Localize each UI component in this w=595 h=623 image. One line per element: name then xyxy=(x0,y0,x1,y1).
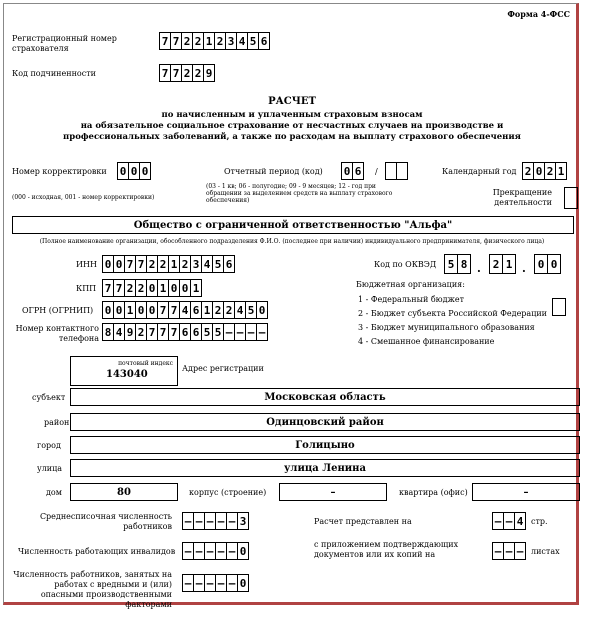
year-cells[interactable] xyxy=(522,162,566,180)
digit-cell[interactable]: – xyxy=(256,323,268,341)
digit-cell[interactable]: 9 xyxy=(124,323,136,341)
digit-cell[interactable]: – xyxy=(215,574,227,592)
attachments-cells[interactable] xyxy=(492,542,525,560)
digit-cell[interactable]: – xyxy=(503,542,515,560)
digit-cell[interactable]: – xyxy=(182,542,194,560)
postal-value: 143040 xyxy=(106,369,148,380)
subordination-label: Код подчиненности xyxy=(12,69,96,78)
digit-cell[interactable]: 1 xyxy=(124,301,136,319)
digit-cell[interactable]: 4 xyxy=(179,301,191,319)
digit-cell[interactable]: 5 xyxy=(212,323,224,341)
digit-cell[interactable]: – xyxy=(226,574,238,592)
digit-cell[interactable]: 7 xyxy=(159,64,171,82)
digit-cell[interactable]: 2 xyxy=(181,32,193,50)
hazardous-label: Численность работников, занятых на работах с вредными и (или) опасными производственными факторами xyxy=(13,570,172,609)
digit-cell[interactable]: 2 xyxy=(192,32,204,50)
digit-cell[interactable]: – xyxy=(492,542,504,560)
digit-cell[interactable]: 0 xyxy=(139,162,151,180)
digit-cell[interactable]: 7 xyxy=(157,323,169,341)
digit-cell[interactable]: 0 xyxy=(146,301,158,319)
flat-label: квартира (офис) xyxy=(399,488,468,497)
digit-cell[interactable]: 5 xyxy=(444,254,458,274)
building-label: корпус (строение) xyxy=(189,488,267,497)
digit-cell[interactable]: – xyxy=(234,323,246,341)
digit-cell[interactable]: 0 xyxy=(256,301,268,319)
city-field[interactable]: Голицыно xyxy=(70,436,580,454)
digit-cell[interactable]: 4 xyxy=(236,32,248,50)
digit-cell[interactable]: 0 xyxy=(533,162,545,180)
digit-cell[interactable]: – xyxy=(182,512,194,530)
digit-cell[interactable]: – xyxy=(193,512,205,530)
correction-note: (000 - исходная, 001 - номер корректировки) xyxy=(12,194,155,201)
digit-cell[interactable]: – xyxy=(492,512,504,530)
digit-cell[interactable]: 0 xyxy=(146,279,158,297)
inn-label: ИНН xyxy=(76,260,97,269)
digit-cell[interactable]: – xyxy=(223,323,235,341)
digit-cell[interactable]: 4 xyxy=(113,323,125,341)
street-field[interactable]: улица Ленина xyxy=(70,459,580,477)
digit-cell[interactable]: – xyxy=(204,542,216,560)
ogrn-cells[interactable] xyxy=(102,301,267,319)
attachments-label: с приложением подтверждающих документов или их копий на xyxy=(314,540,459,559)
subtitle-line-3: профессиональных заболеваний, а также по расходам на выплату страхового обеспечения xyxy=(63,132,521,142)
subtitle-line-2: на обязательное социальное страхование от несчастных случаев на производстве и xyxy=(80,121,504,131)
digit-cell[interactable]: 1 xyxy=(502,254,516,274)
year-label: Календарный год xyxy=(442,167,517,176)
digit-cell[interactable]: 1 xyxy=(190,279,202,297)
attachments-suffix: листах xyxy=(531,547,560,556)
digit-cell[interactable]: 4 xyxy=(514,512,526,530)
digit-cell[interactable]: 2 xyxy=(544,162,556,180)
building-field[interactable]: – xyxy=(279,483,387,501)
form-number: Форма 4-ФСС xyxy=(507,9,570,19)
digit-cell[interactable]: 2 xyxy=(223,301,235,319)
digit-cell[interactable]: 0 xyxy=(168,279,180,297)
digit-cell[interactable]: 1 xyxy=(168,255,180,273)
digit-cell[interactable]: 0 xyxy=(237,542,249,560)
budget-item: 2 - Бюджет субъекта Российской Федерации xyxy=(358,309,548,318)
digit-cell[interactable]: 6 xyxy=(258,32,270,50)
digit-cell[interactable]: 0 xyxy=(237,574,249,592)
district-field[interactable]: Одинцовский район xyxy=(70,413,580,431)
digit-cell[interactable]: 1 xyxy=(555,162,567,180)
kpp-cells[interactable] xyxy=(102,279,201,297)
digit-cell[interactable]: – xyxy=(245,323,257,341)
digit-cell[interactable]: 5 xyxy=(245,301,257,319)
period-label: Отчетный период (код) xyxy=(224,167,323,176)
phone-label: Номер контактного телефона xyxy=(15,324,99,343)
digit-cell[interactable]: 5 xyxy=(247,32,259,50)
digit-cell[interactable]: – xyxy=(226,512,238,530)
digit-cell[interactable]: 7 xyxy=(146,323,158,341)
address-title: Адрес регистрации xyxy=(182,364,264,373)
digit-cell[interactable]: – xyxy=(215,512,227,530)
digit-cell[interactable]: 2 xyxy=(192,64,204,82)
pages-label: Расчет представлен на xyxy=(314,517,412,526)
digit-cell[interactable]: 7 xyxy=(124,255,136,273)
phone-cells[interactable] xyxy=(102,323,267,341)
correction-cells[interactable] xyxy=(117,162,150,180)
budget-checkbox[interactable] xyxy=(552,298,566,316)
inn-cells[interactable] xyxy=(102,255,234,273)
digit-cell[interactable]: 2 xyxy=(212,301,224,319)
period-cells[interactable] xyxy=(341,162,363,180)
okved-group-3[interactable] xyxy=(534,254,560,274)
digit-cell[interactable]: – xyxy=(193,542,205,560)
digit-cell[interactable]: – xyxy=(215,542,227,560)
period-extra-cells[interactable] xyxy=(385,162,407,180)
digit-cell[interactable]: 7 xyxy=(159,32,171,50)
digit-cell[interactable]: – xyxy=(193,574,205,592)
digit-cell[interactable]: 6 xyxy=(223,255,235,273)
digit-cell[interactable]: 6 xyxy=(352,162,364,180)
subordination-cells[interactable] xyxy=(159,64,214,82)
street-label: улица xyxy=(37,464,63,473)
digit-cell[interactable]: 0 xyxy=(135,301,147,319)
digit-cell[interactable]: 0 xyxy=(534,254,548,274)
digit-cell[interactable]: 7 xyxy=(113,279,125,297)
digit-cell[interactable]: 5 xyxy=(201,323,213,341)
digit-cell[interactable]: 2 xyxy=(135,279,147,297)
digit-cell[interactable]: 6 xyxy=(179,323,191,341)
page-title: РАСЧЕТ xyxy=(268,96,316,107)
digit-cell[interactable]: 7 xyxy=(170,32,182,50)
digit-cell[interactable]: 4 xyxy=(201,255,213,273)
budget-list xyxy=(358,293,547,349)
digit-cell[interactable]: 2 xyxy=(181,64,193,82)
house-field[interactable]: 80 xyxy=(70,483,178,501)
digit-cell[interactable]: 2 xyxy=(124,279,136,297)
disabled-label: Численность работающих инвалидов xyxy=(18,547,176,556)
form-page xyxy=(3,3,579,609)
digit-cell[interactable]: 0 xyxy=(102,255,114,273)
hazardous-cells[interactable] xyxy=(182,574,248,592)
digit-cell[interactable]: 6 xyxy=(190,323,202,341)
org-name-field[interactable]: Общество с ограниченной ответственностью "Альфа" xyxy=(12,216,574,234)
okved-group-2[interactable] xyxy=(489,254,515,274)
period-note: (03 - 1 кв; 06 - полугодие; 09 - 9 месяцев; 12 - год при обращении за выделением средств на выплату страхового обеспечения) xyxy=(206,183,393,204)
ogrn-label: ОГРН (ОГРНИП) xyxy=(22,306,94,315)
okved-dot-2: . xyxy=(522,262,526,275)
digit-cell[interactable]: 3 xyxy=(237,512,249,530)
digit-cell[interactable]: 2 xyxy=(179,255,191,273)
termination-label: Прекращение деятельности xyxy=(492,188,552,207)
digit-cell[interactable]: 1 xyxy=(157,279,169,297)
digit-cell[interactable]: 0 xyxy=(102,301,114,319)
pages-suffix: стр. xyxy=(531,517,548,526)
digit-cell[interactable]: 2 xyxy=(146,255,158,273)
period-slash: / xyxy=(375,167,378,176)
subject-label: субъект xyxy=(32,393,66,402)
digit-cell[interactable]: 7 xyxy=(168,301,180,319)
digit-cell[interactable]: – xyxy=(226,542,238,560)
termination-checkbox[interactable] xyxy=(564,187,578,209)
digit-cell[interactable]: 0 xyxy=(113,255,125,273)
correction-label: Номер корректировки xyxy=(12,167,107,176)
subject-field[interactable]: Московская область xyxy=(70,388,580,406)
house-label: дом xyxy=(46,488,62,497)
kpp-label: КПП xyxy=(76,284,97,293)
reg-number-label: Регистрационный номер страхователя xyxy=(12,34,117,53)
digit-cell[interactable]: 7 xyxy=(170,64,182,82)
digit-cell[interactable]: – xyxy=(503,512,515,530)
digit-cell[interactable]: 5 xyxy=(212,255,224,273)
digit-cell[interactable]: 0 xyxy=(117,162,129,180)
digit-cell[interactable]: – xyxy=(182,574,194,592)
digit-cell[interactable]: 7 xyxy=(102,279,114,297)
digit-cell[interactable]: 3 xyxy=(225,32,237,50)
flat-field[interactable]: – xyxy=(472,483,580,501)
budget-title: Бюджетная организация: xyxy=(356,280,465,289)
digit-cell[interactable]: 4 xyxy=(234,301,246,319)
postal-box[interactable] xyxy=(70,356,178,386)
okved-group-1[interactable] xyxy=(444,254,470,274)
okved-dot-1: . xyxy=(477,262,481,275)
headcount-label: Среднесписочная численность работников xyxy=(39,512,172,531)
digit-cell[interactable]: 0 xyxy=(547,254,561,274)
digit-cell[interactable]: 9 xyxy=(203,64,215,82)
reg-number-cells[interactable] xyxy=(159,32,269,50)
org-name-note: (Полное наименование организации, обособленного подразделения Ф.И.О. (последнее при наличии) индивидуального предпринимателя, физического лица) xyxy=(39,238,545,245)
city-label: город xyxy=(37,441,61,450)
digit-cell[interactable]: 2 xyxy=(157,255,169,273)
headcount-cells[interactable] xyxy=(182,512,248,530)
digit-cell[interactable]: 2 xyxy=(214,32,226,50)
digit-cell[interactable]: 7 xyxy=(168,323,180,341)
digit-cell[interactable]: – xyxy=(204,512,216,530)
digit-cell[interactable]: 0 xyxy=(128,162,140,180)
subtitle xyxy=(4,110,580,143)
digit-cell[interactable]: 6 xyxy=(190,301,202,319)
digit-cell[interactable]: 0 xyxy=(113,301,125,319)
digit-cell[interactable]: 3 xyxy=(190,255,202,273)
digit-cell[interactable]: 0 xyxy=(341,162,353,180)
pages-cells[interactable] xyxy=(492,512,525,530)
budget-item: 3 - Бюджет муниципального образования xyxy=(358,323,535,332)
budget-item: 4 - Смешанное финансирование xyxy=(358,337,495,346)
digit-cell[interactable]: 2 xyxy=(489,254,503,274)
digit-cell[interactable]: 7 xyxy=(157,301,169,319)
digit-cell[interactable]: 7 xyxy=(135,255,147,273)
digit-cell[interactable]: 8 xyxy=(457,254,471,274)
digit-cell[interactable]: 2 xyxy=(522,162,534,180)
digit-cell[interactable] xyxy=(396,162,408,180)
digit-cell[interactable]: 0 xyxy=(179,279,191,297)
okved-label: Код по ОКВЭД xyxy=(374,260,437,269)
subtitle-line-1: по начисленным и уплаченным страховым взносам xyxy=(161,110,423,120)
district-label: район xyxy=(44,418,70,427)
budget-item: 1 - Федеральный бюджет xyxy=(358,295,465,304)
digit-cell[interactable]: 8 xyxy=(102,323,114,341)
digit-cell[interactable]: 1 xyxy=(201,301,213,319)
postal-label: почтовый индекс xyxy=(118,360,173,367)
digit-cell[interactable]: 2 xyxy=(135,323,147,341)
digit-cell[interactable]: – xyxy=(514,542,526,560)
digit-cell[interactable]: 1 xyxy=(203,32,215,50)
disabled-cells[interactable] xyxy=(182,542,248,560)
digit-cell[interactable]: – xyxy=(204,574,216,592)
